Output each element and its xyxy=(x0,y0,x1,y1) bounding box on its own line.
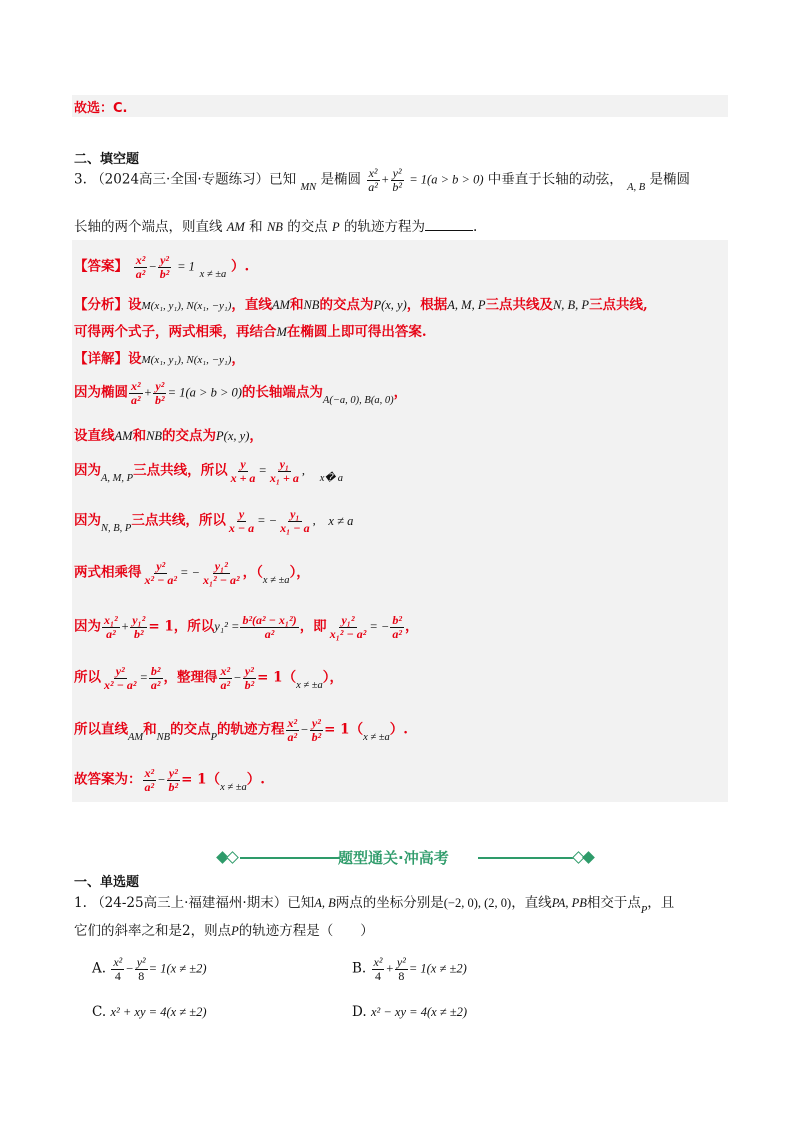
detail-l7a: 因为 xyxy=(74,618,101,635)
detail-l6cond: x ≠ ±a xyxy=(262,574,290,586)
q3-and: 和 xyxy=(249,219,263,235)
q3-source: （2024高三·全国·专题练习）已知 xyxy=(91,171,297,188)
analysis-pxy: P(x, y) xyxy=(373,298,407,312)
analysis-points: M(x₁, y₁), N(x₁, −y₁) xyxy=(141,300,232,312)
detail-nbp: N, B, P xyxy=(101,522,132,534)
detail-l2b: 的长轴端点为 xyxy=(241,384,323,401)
answer-cond: x ≠ ±a xyxy=(199,268,227,280)
option-b-expr: = 1(x ≠ ±2) xyxy=(408,961,467,976)
q1-number: 1. xyxy=(74,895,87,911)
question-1-line-1 xyxy=(74,891,675,916)
question-1-line-2 xyxy=(74,919,374,939)
detail-l4b: 三点共线，所以 xyxy=(133,462,228,479)
q3-intersection: 的交点 xyxy=(287,219,328,235)
detail-l2c: ， xyxy=(393,384,408,401)
detail-pxy: P(x, y) xyxy=(216,429,250,443)
detail-line-4: 因为$_{A, M, P}$三点共线，所以 $\frac{y}{x + a}$ = $\frac{\text{y₁}}{\text{x₁ + a}}$ , $_{x� a}$ xyxy=(74,457,344,485)
banner-line-right xyxy=(478,857,576,859)
banner-title: 题型通关·冲高考 xyxy=(338,849,449,867)
option-a-label: A. xyxy=(92,960,107,977)
answer-blank xyxy=(425,218,473,231)
q3-is-ellipse: 是椭圆 xyxy=(320,171,361,188)
analysis-t6: 三点共线, xyxy=(589,297,648,313)
section-heading-fill: 二、填空题 xyxy=(74,152,140,167)
analysis-nb: NB xyxy=(303,298,320,312)
detail-l5b: 三点共线，所以 xyxy=(131,512,226,529)
detail-line-7: 因为 $\frac{\text{x₁²}}{\text{a²}}$ + $\frac{\text{y₁²}}{\text{b²}}$ = 1，所以y₁² = $\frac{\text{b²(a² − x₁²)}}{\text{a²}}$ ，即 $\frac{\text{y₁²}}{\text{x₁² − a²}}$ = − $\frac{\text{b²}}{\text{a²}}$ ， xyxy=(74,613,419,641)
detail-line-5: 因为$_{N, B, P}$三点共线，所以 $\frac{y}{x - a}$ = − $\frac{\text{y₁}}{\text{x₁ − a}}$ , x ≠ a xyxy=(74,507,354,535)
q3-trace: 的轨迹方程为 xyxy=(343,219,425,235)
choice-answer: 故选：C. xyxy=(74,101,128,116)
q1-text-b: 两点的坐标分别是 xyxy=(335,895,444,911)
answer-strip xyxy=(72,95,728,117)
detail-l10b: = 1（ xyxy=(181,771,221,788)
analysis-amp: A, M, P xyxy=(447,298,486,312)
analysis-label: 【分析】设 xyxy=(74,297,142,313)
detail-l4cond: x� a xyxy=(319,472,344,484)
detail-am: AM xyxy=(114,429,133,443)
analysis-t4: ，根据 xyxy=(406,297,448,313)
analysis-t2: 和 xyxy=(289,297,304,313)
q1-coords: (−2, 0), (2, 0) xyxy=(443,896,512,910)
detail-l8c: = 1（ xyxy=(257,669,297,686)
detail-line-6: 两式相乘得 $\frac{\text{y²}}{\text{x² − a²}}$ = − $\frac{\text{y₁²}}{\text{x₁² − a²}}$ ，$(_{x \ne \pm a})$， xyxy=(74,559,310,587)
option-d-expr: x² − xy = 4(x ≠ ±2) xyxy=(370,1005,468,1019)
q3-nb: NB xyxy=(266,220,283,234)
detail-l5cond: x ≠ a xyxy=(328,513,354,528)
option-d[interactable] xyxy=(352,1004,467,1020)
detail-comma: ， xyxy=(231,351,245,367)
q1-p: P xyxy=(640,905,648,916)
answer-end: ）. xyxy=(230,258,250,275)
option-d-label: D. xyxy=(352,1004,367,1020)
answer-label: 【答案】 xyxy=(74,258,128,275)
detail-line-9: 所以直线$_{AM}$和$_{NB}$的交点$_P$的轨迹方程 $\frac{\text{x²}}{\text{a²}}$ − $\frac{\text{y²}}{\text{b²}}$ = $1(_{x \ne \pm a})$. xyxy=(74,716,408,744)
detail-l9b: 和 xyxy=(143,721,157,738)
option-c-expr: x² + xy = 4(x ≠ ±2) xyxy=(110,1005,207,1019)
section-heading-single: 一、单选题 xyxy=(74,875,140,890)
detail-l3d: ， xyxy=(249,428,263,444)
question-3-line-1: 3. （2024高三·全国·专题练习）已知 $_{MN}$ 是椭圆 $\frac{\text{x²}}{\text{a²}}$ + $\frac{\text{y²}}{\text{b²}}$ = 1(a > b > 0) 中垂直于长轴的动弦， $_{A, B}$ 是椭圆 xyxy=(74,166,690,194)
detail-l2a: 因为椭圆 xyxy=(74,384,128,401)
q1-p-2: P xyxy=(231,924,239,938)
detail-line-3 xyxy=(74,424,263,444)
detail-l9cond: x ≠ ±a xyxy=(363,731,390,743)
detail-l10a: 故答案为： xyxy=(74,771,142,788)
analysis-t5: 三点共线及 xyxy=(485,297,553,313)
detail-line-1 xyxy=(74,347,245,367)
analysis-line2: 可得两个式子，两式相乘，再结合 xyxy=(74,324,277,340)
analysis-m: M xyxy=(276,325,287,339)
detail-l9-nb: NB xyxy=(156,731,171,743)
q1-text-c: ，直线 xyxy=(511,895,552,911)
analysis-line-2 xyxy=(74,320,427,340)
q3-ellipse-cond: = 1(a > b > 0) xyxy=(409,172,484,187)
detail-l8cond: x ≠ ±a xyxy=(296,679,323,691)
option-a[interactable]: A. $\frac{\text{x²}}{4}$ − $\frac{\text{y²}}{8}$ = 1(x ≠ ±2) xyxy=(92,955,207,983)
ans-frac-y: $\frac{\text{y²}}{\text{b²}}$ xyxy=(159,253,170,281)
answer-formula-tail: = 1 xyxy=(177,259,195,274)
detail-l10cond: x ≠ ±a xyxy=(220,781,247,793)
ans-frac-x: $\frac{\text{x²}}{\text{a²}}$ xyxy=(135,253,146,281)
q3-period: . xyxy=(472,219,478,235)
detail-nb: NB xyxy=(146,429,163,443)
banner-line-left xyxy=(240,857,340,859)
question-3-line-2 xyxy=(74,215,477,235)
detail-l9p: P xyxy=(210,731,218,743)
detail-label: 【详解】设 xyxy=(74,351,142,367)
analysis-line2b: 在椭圆上即可得出答案. xyxy=(286,324,427,340)
detail-l3b: 和 xyxy=(132,428,147,444)
q3-line2-text: 长轴的两个端点，则直线 xyxy=(74,219,223,235)
frac-y2-b2: $\frac{\text{y²}}{\text{b²}}$ xyxy=(392,166,402,194)
banner-diamond-left-2 xyxy=(226,851,239,864)
frac-x2-a2: $\frac{\text{x²}}{\text{a²}}$ xyxy=(368,166,378,194)
q3-am: AM xyxy=(226,220,245,234)
q1-text-a: （24-25高三上·福建福州·期末）已知 xyxy=(91,895,315,911)
detail-l9a: 所以直线 xyxy=(74,721,128,738)
q1-line2a: 它们的斜率之和是2，则点 xyxy=(74,923,232,939)
detail-l9e: = 1（ xyxy=(324,721,364,738)
option-b[interactable]: B. $\frac{\text{x²}}{4}$ + $\frac{\text{y²}}{8}$ = 1(x ≠ ±2) xyxy=(352,955,467,983)
q3-chord-desc: 中垂直于长轴的动弦， xyxy=(487,171,623,188)
option-c[interactable] xyxy=(92,1004,207,1020)
detail-l7c: ，即 xyxy=(299,618,327,635)
q1-line2b: 的轨迹方程是（ ） xyxy=(238,923,374,939)
analysis-line-1 xyxy=(74,293,648,313)
detail-l9d: 的轨迹方程 xyxy=(217,721,285,738)
detail-l2pts: A(−a, 0), B(a, 0) xyxy=(322,394,394,406)
detail-l9-am: AM xyxy=(128,731,144,743)
analysis-t1: ，直线 xyxy=(231,297,272,313)
detail-l9c: 的交点 xyxy=(170,721,211,738)
analysis-am: AM xyxy=(271,298,290,312)
option-b-label: B. xyxy=(352,960,367,977)
detail-points: M(x₁, y₁), N(x₁, −y₁) xyxy=(141,354,232,366)
analysis-t3: 的交点为 xyxy=(319,297,374,313)
detail-amp: A, M, P xyxy=(101,472,134,484)
q1-text-e: ，且 xyxy=(647,895,675,911)
detail-l6a: 两式相乘得 xyxy=(74,564,142,581)
detail-l7b: = 1，所以 xyxy=(148,618,215,635)
detail-line-8: 所以 $\frac{\text{y²}}{\text{x² − a²}}$ = $\frac{\text{b²}}{\text{a²}}$ ，整理得 $\frac{\text{x²}}{\text{a²}}$ − $\frac{\text{y²}}{\text{b²}}$ = $1(_{x \ne \pm a})$， xyxy=(74,664,344,692)
option-c-label: C. xyxy=(92,1004,107,1020)
detail-l8b: ，整理得 xyxy=(163,669,218,686)
detail-line-10: 故答案为： $\frac{\text{x²}}{\text{a²}}$ − $\frac{\text{y²}}{\text{b²}}$ = $1(_{x \ne \pm a})$. xyxy=(74,766,265,794)
q1-lines: PA, PB xyxy=(551,896,587,910)
detail-l5a: 因为 xyxy=(74,512,101,529)
detail-l3c: 的交点为 xyxy=(162,428,217,444)
detail-l8a: 所以 xyxy=(74,669,101,686)
banner-diamond-right xyxy=(582,851,595,864)
q3-ab: A, B xyxy=(627,181,646,193)
detail-l2cond: = 1(a > b > 0) xyxy=(167,385,242,400)
answer-line: 【答案】 $\frac{\text{x²}}{\text{a²}}$ − $\frac{\text{y²}}{\text{b²}}$ = 1 $_{x \ne \pm a}$ ）. xyxy=(74,253,250,281)
analysis-nbp: N, B, P xyxy=(552,298,590,312)
q3-mn: MN xyxy=(300,181,317,193)
option-a-expr: = 1(x ≠ ±2) xyxy=(148,961,207,976)
q3-is-ellipse-2: 是椭圆 xyxy=(649,171,690,188)
detail-line-2: 因为椭圆 $\frac{\text{x²}}{\text{a²}}$ + $\frac{\text{y²}}{\text{b²}}$ = 1(a > b > 0)的长轴端点为$_{A(-a, 0), B(a, 0)}$， xyxy=(74,379,408,407)
q3-number: 3. xyxy=(74,171,87,188)
q3-p: P xyxy=(332,220,340,234)
detail-l3a: 设直线 xyxy=(74,428,115,444)
q1-text-d: 相交于点 xyxy=(586,895,641,911)
detail-l4a: 因为 xyxy=(74,462,101,479)
q1-ab: A, B xyxy=(314,896,336,910)
